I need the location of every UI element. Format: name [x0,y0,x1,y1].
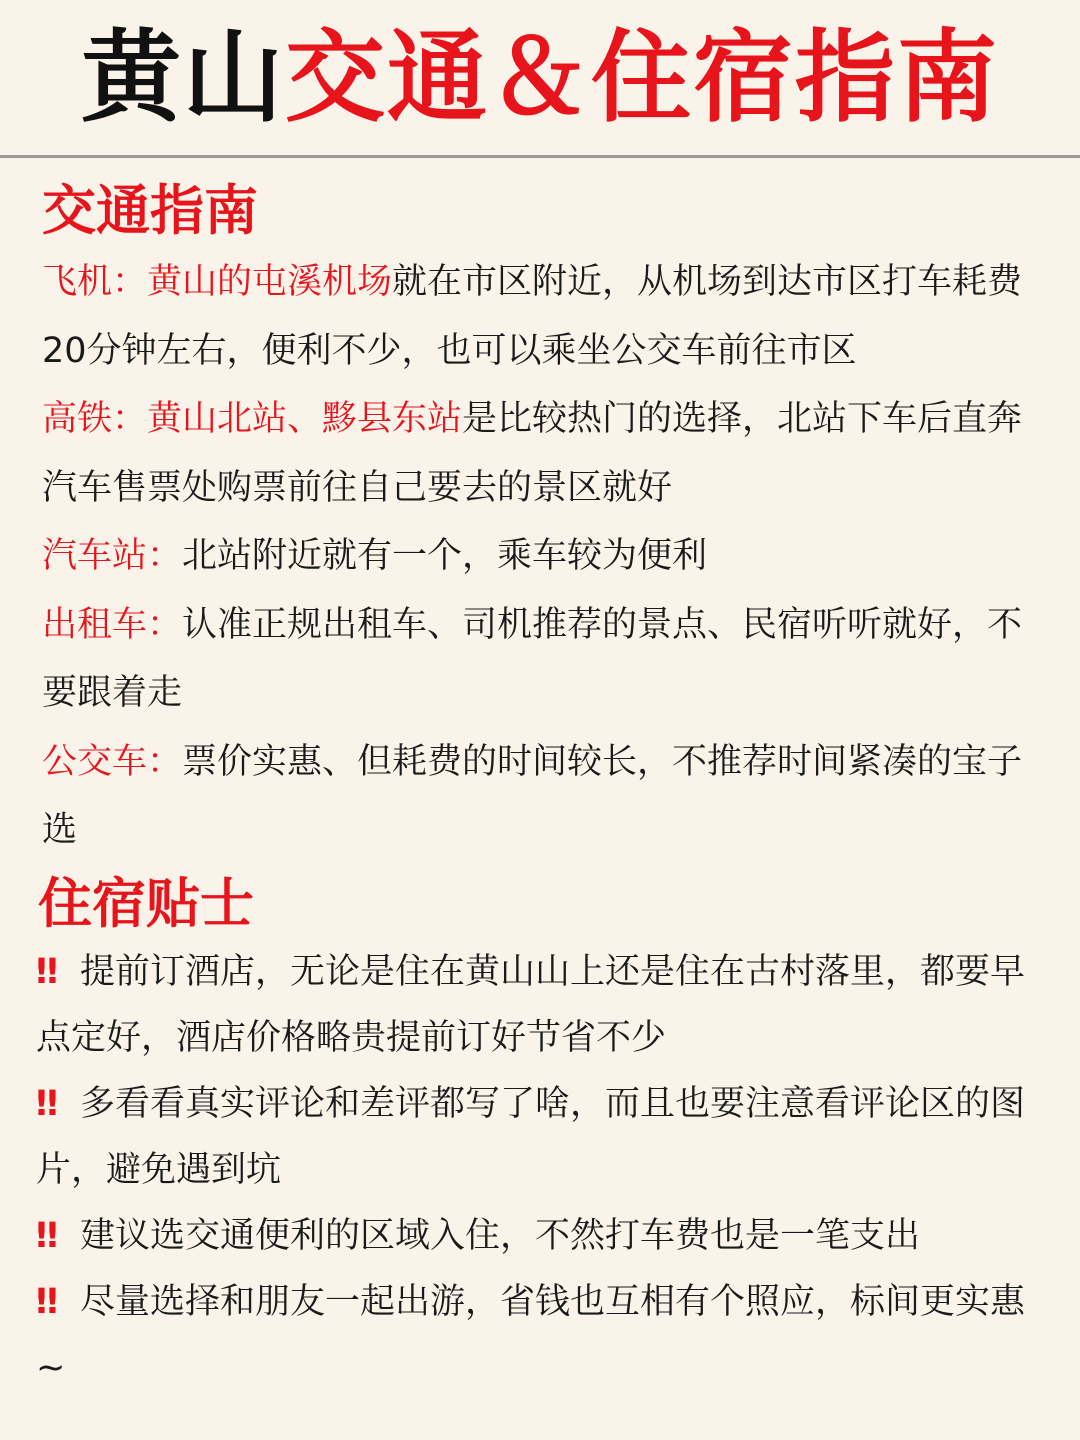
double-exclamation-icon: ‼ [36,1281,52,1322]
lodging-heading: 住宿贴士 [38,871,254,935]
tip-text: 尽量选择和朋友一起出游，省钱也互相有个照应，标间更实惠~ [36,1281,1026,1388]
page-title [81,18,999,136]
transport-item-bus [42,728,1054,865]
tip-text: 建议选交通便利的区域入住，不然打车费也是一笔支出 [80,1215,921,1256]
transport-item-bus-station [42,522,1054,591]
lodging-tips [36,939,1054,1401]
double-exclamation-icon: ‼ [36,1083,52,1124]
item-text: 北站附近就有一个，乘车较为便利 [182,536,708,577]
transport-item-train [42,385,1054,522]
tip-item [36,1203,1054,1269]
double-exclamation-icon: ‼ [36,1215,52,1256]
item-text: 票价实惠、但耗费的时间较长，不推荐时间紧凑的宝子选 [42,741,1023,851]
title-topic: 交通＆住宿指南 [285,18,999,136]
double-exclamation-icon: ‼ [36,951,52,992]
item-text: 就在市区附近，从机场到达市区打车耗费20分钟左右，便利不少，也可以乘坐公交车前往市区 [42,262,1023,371]
item-label: 出租车： [42,604,183,645]
tip-item [36,1269,1054,1401]
content [0,158,1080,1401]
header [0,0,1080,158]
item-label: 公交车： [42,741,183,782]
transport-item-taxi [42,591,1054,728]
item-highlight: 黄山的屯溪机场 [147,262,393,303]
item-text: 认准正规出租车、司机推荐的景点、民宿听听就好，不要跟着走 [42,604,1023,714]
transport-heading: 交通指南 [42,179,258,242]
tip-item [36,1071,1054,1203]
item-label: 高铁： [42,399,148,440]
title-place: 黄山 [81,18,285,136]
item-highlight: 黄山北站、黟县东站 [147,399,463,440]
item-text: 是比较热门的选择，北站下车后直奔汽车售票处购票前往自己要去的景区就好 [42,399,1023,508]
transport-item-plane [42,248,1054,385]
tip-item [36,939,1054,1071]
tip-text: 多看看真实评论和差评都写了啥，而且也要注意看评论区的图片，避免遇到坑 [36,1083,1026,1190]
item-label: 汽车站： [42,536,183,577]
tip-text: 提前订酒店，无论是住在黄山山上还是住在古村落里，都要早点定好，酒店价格略贵提前订好节省不少 [36,951,1026,1058]
item-label: 飞机： [42,262,148,303]
